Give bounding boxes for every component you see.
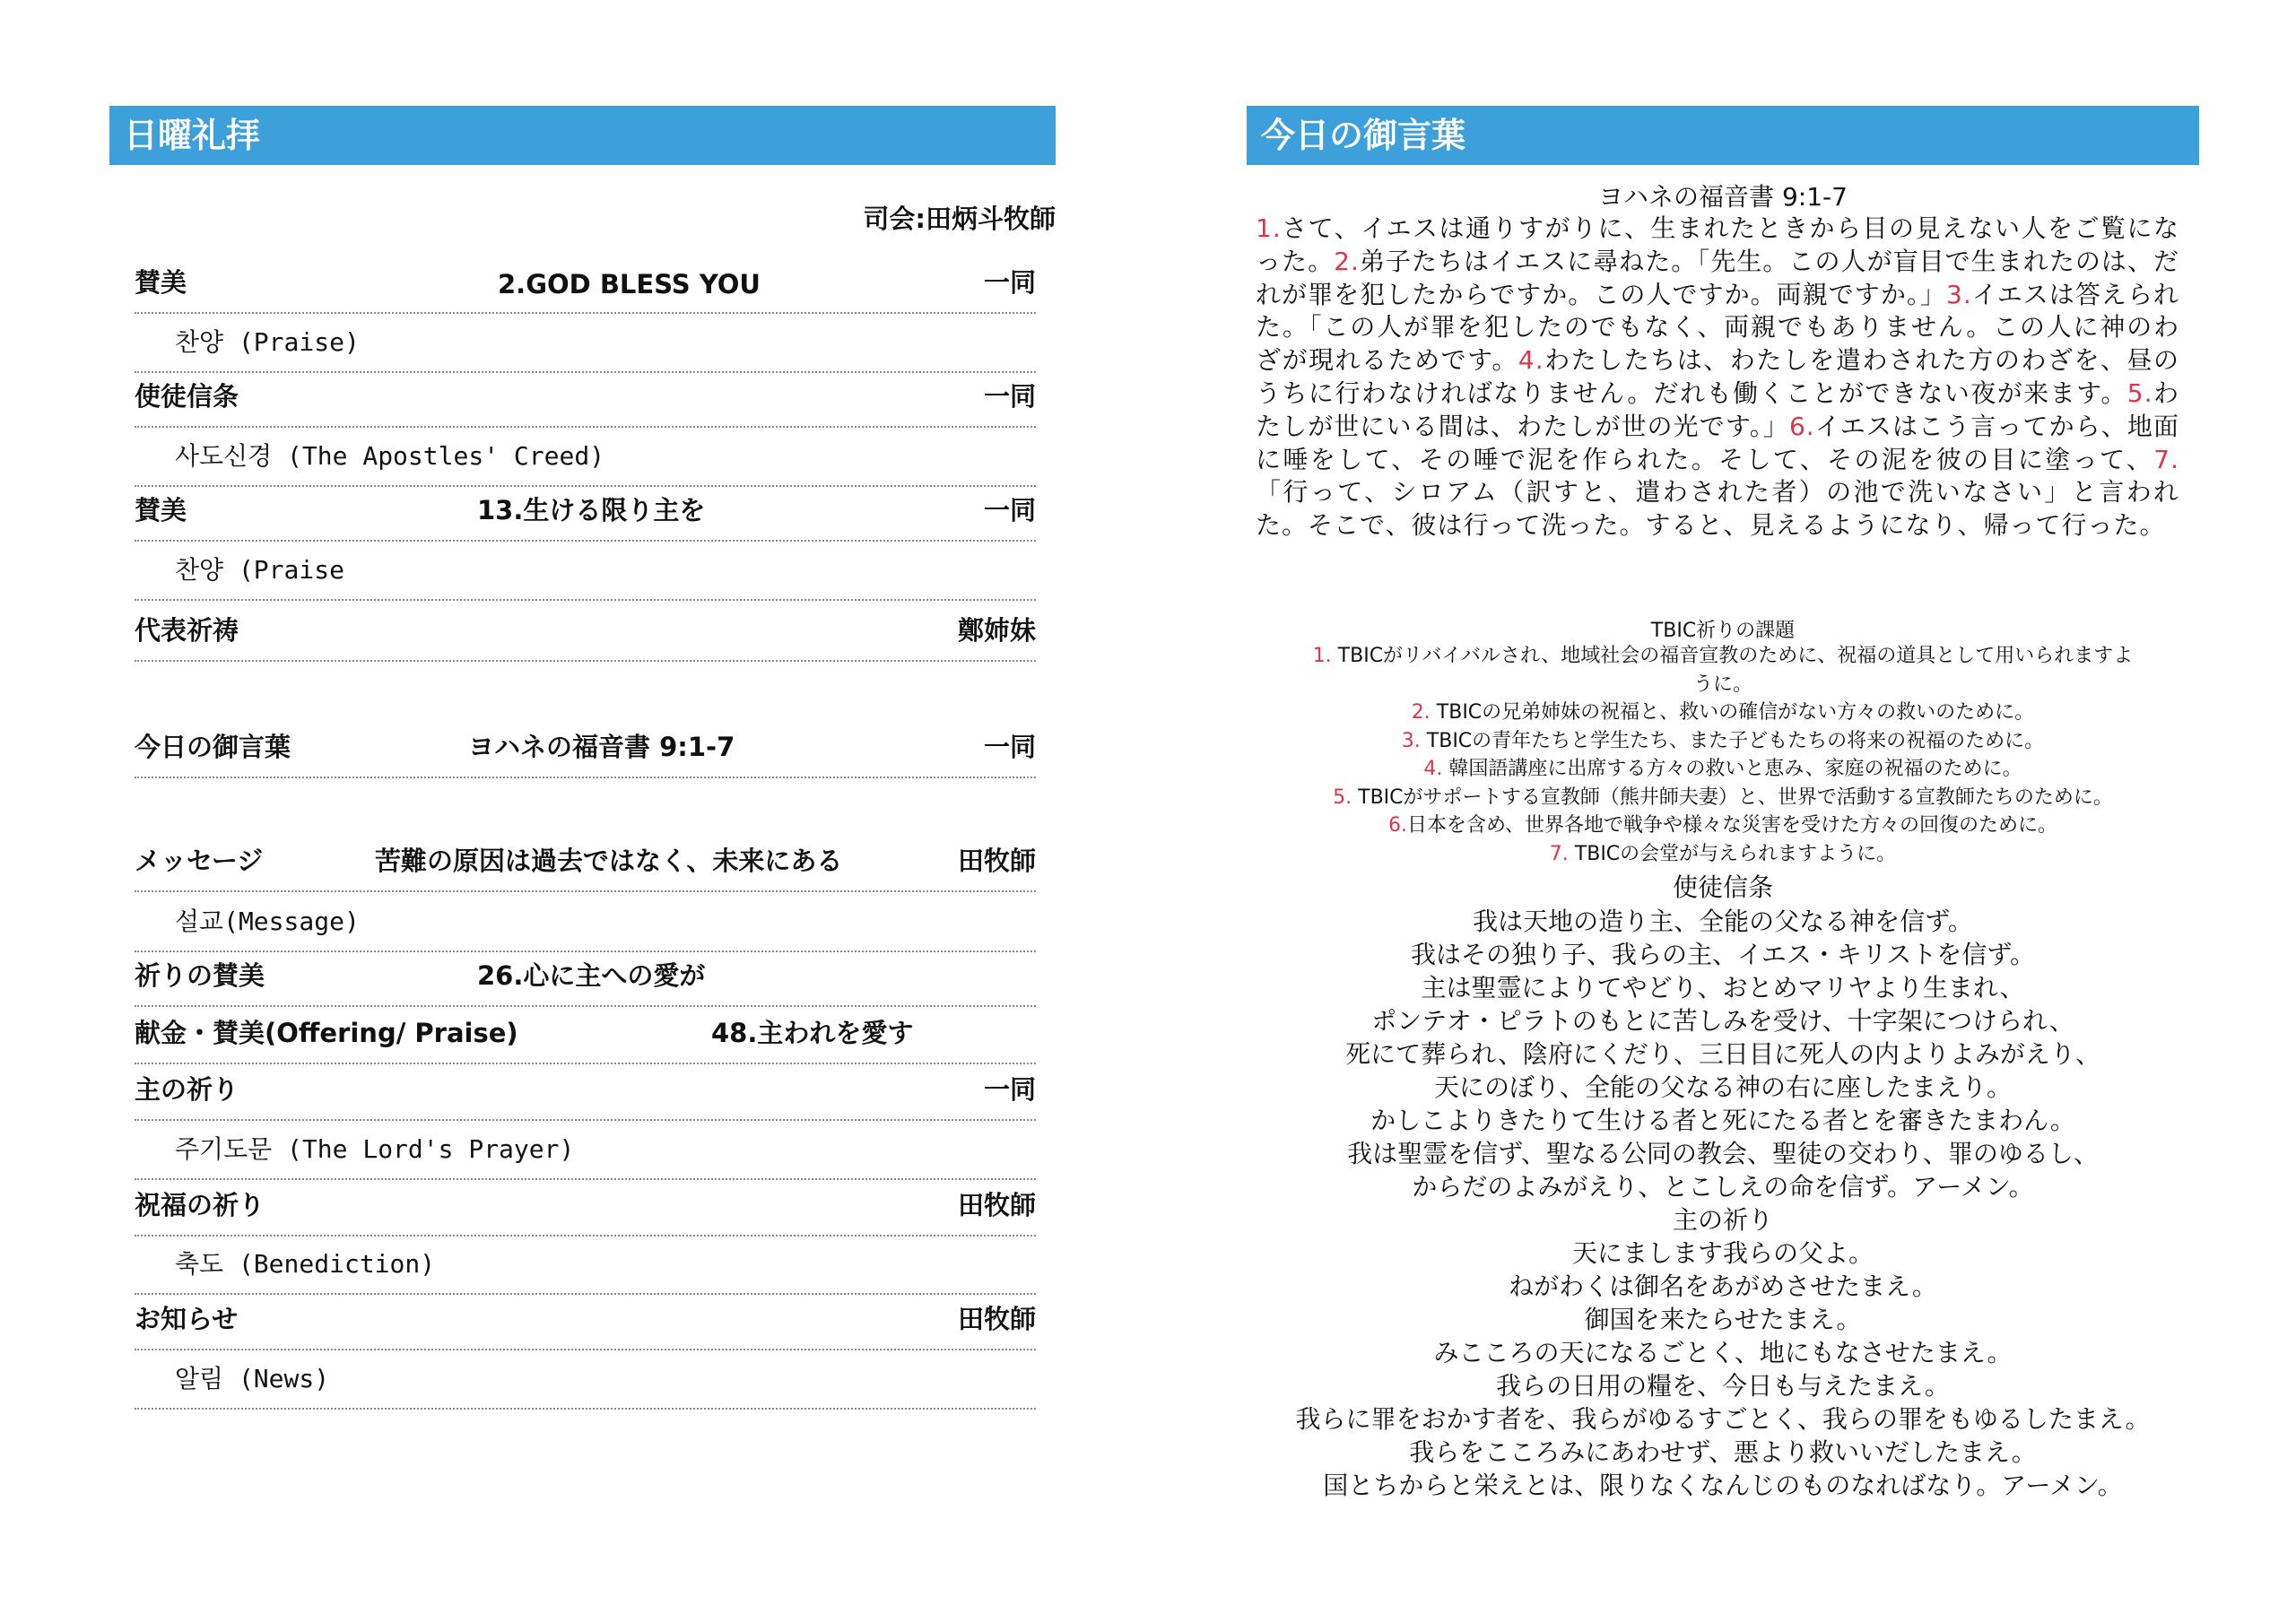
verse-text: さて、イエスは通りすがりに、生まれたときから目の見えない人をご覧になった。 xyxy=(1256,213,2179,276)
prayer-item xyxy=(1247,755,2199,784)
row-korean-label: 사도신경 (The Apostles' Creed) xyxy=(175,441,605,471)
order-subrow xyxy=(135,545,1036,601)
prayer-text: 韓国語講座に出席する方々の救いと恵み、家庭の祝福のために。 xyxy=(1442,758,2022,780)
lords-prayer-line: 我らをこころみにあわせず、悪より救いいだしたまえ。 xyxy=(1409,1437,2037,1467)
order-subrow xyxy=(135,317,1036,373)
row-label: 献金・賛美(Offering/ Praise) xyxy=(135,1018,518,1048)
order-subrow xyxy=(135,431,1036,487)
order-spacer xyxy=(135,660,1036,710)
creed-line: 天にのぼり、全能の父なる神の右に座したまえり。 xyxy=(1433,1072,2012,1102)
order-subrow xyxy=(135,1354,1036,1410)
prayer-number: 1. xyxy=(1312,645,1332,667)
row-leader: 田牧師 xyxy=(957,1304,1036,1334)
creed-line: 我はその独り子、我らの主、イエス・キリストを信ず。 xyxy=(1410,940,2036,969)
order-subrow xyxy=(135,1239,1036,1295)
row-korean-label: 찬양 (Praise) xyxy=(175,327,360,357)
order-row xyxy=(135,486,1036,542)
row-leader: 田牧師 xyxy=(957,846,1036,876)
row-korean-label: 알림 (News) xyxy=(175,1364,330,1393)
row-label: お知らせ xyxy=(135,1304,239,1334)
row-leader: 一同 xyxy=(983,381,1036,412)
row-label: 今日の御言葉 xyxy=(135,732,291,762)
creed-line: ポンテオ・ピラトのもとに苦しみを受け、十字架につけられ、 xyxy=(1371,1006,2074,1036)
order-subrow xyxy=(135,897,1036,952)
verse-number: 4. xyxy=(1518,345,1544,376)
row-label: 祝福の祈り xyxy=(135,1190,265,1220)
order-row xyxy=(135,372,1036,428)
verse-text: イエスは答えられた。「この人が罪を犯したのでもなく、両親でもありません。この人に神のわざが現れるためです。 xyxy=(1256,279,2179,376)
host-name: 司会:田炳斗牧師 xyxy=(863,204,1056,234)
prayer-requests-title: TBIC祈りの課題 xyxy=(1650,620,1796,642)
prayer-item xyxy=(1247,840,2199,869)
verse-number: 2. xyxy=(1334,246,1360,276)
row-label: 使徒信条 xyxy=(135,381,239,412)
scripture-text xyxy=(1256,213,2179,542)
order-subrow xyxy=(135,1124,1036,1180)
row-label: 賛美 xyxy=(135,267,187,298)
creed-line: 死にて葬られ、陰府にくだり、三日目に死人の内よりよみがえり、 xyxy=(1345,1039,2100,1069)
prayer-number: 5. xyxy=(1333,785,1352,809)
order-row xyxy=(135,606,1036,662)
row-leader: 一同 xyxy=(983,732,1036,762)
verse-number: 6. xyxy=(1788,411,1815,441)
prayer-text: TBICの会堂が与えられますように。 xyxy=(1568,842,1897,865)
prayer-item xyxy=(1247,812,2199,840)
scripture-title: ヨハネの福音書 9:1-7 xyxy=(1598,182,1848,212)
creed-line: かしこよりきたりて生ける者と死にたる者とを審きたまわん。 xyxy=(1370,1106,2075,1135)
row-label: 賛美 xyxy=(135,495,187,525)
creed-line: 我は天地の造り主、全能の父なる神を信ず。 xyxy=(1473,907,1973,936)
creed-line: 主は聖霊によりてやどり、おとめマリヤより生まれ、 xyxy=(1421,973,2025,1002)
row-label: 代表祈祷 xyxy=(135,615,239,646)
order-row xyxy=(135,1295,1036,1350)
row-leader: 一同 xyxy=(983,1074,1036,1105)
prayer-text: TBICの青年たちと学生たち、また子どもたちの将来の祝福のために。 xyxy=(1420,729,2045,752)
order-row xyxy=(135,951,1036,1007)
row-korean-label: 축도 (Benediction) xyxy=(175,1249,436,1279)
lords-prayer-line: ねがわくは御名をあがめさせたまえ。 xyxy=(1509,1271,1937,1301)
row-leader: 田牧師 xyxy=(957,1190,1036,1220)
order-row xyxy=(135,723,1036,778)
prayer-number: 2. xyxy=(1411,701,1431,724)
order-row xyxy=(135,837,1036,892)
lords-prayer-line: みこころの天になるごとく、地にもなさせたまえ。 xyxy=(1433,1338,2013,1367)
prayer-text: TBICがサポートする宣教師（熊井師夫妻）と、世界で活動する宣教師たちのために。 xyxy=(1352,785,2113,809)
verse-number: 7. xyxy=(2153,444,2179,474)
prayer-number: 3. xyxy=(1401,729,1421,752)
prayer-number: 4. xyxy=(1423,758,1443,780)
order-row xyxy=(135,1065,1036,1121)
prayer-item xyxy=(1247,642,2199,699)
verse-number: 1. xyxy=(1256,213,1282,243)
row-title: 2.GOD BLESS YOU xyxy=(498,269,761,299)
row-title: 48.主われを愛す xyxy=(711,1018,914,1048)
todays-word-header: 今日の御言葉 xyxy=(1247,106,2199,165)
lords-prayer-line: 天にまします我らの父よ。 xyxy=(1571,1238,1874,1268)
order-row xyxy=(135,1009,1036,1064)
row-leader: 一同 xyxy=(983,267,1036,298)
apostles-creed-title: 使徒信条 xyxy=(1672,872,1773,902)
verse-text: 「行って、シロアム（訳すと、遣わされた者）の池で洗いなさい」と言われた。そこで、彼は行って洗った。すると、見えるようになり、帰って行った。 xyxy=(1256,477,2179,541)
lords-prayer-line: 我らに罪をおかす者を、我らがゆるすごとく、我らの罪をもゆるしたまえ。 xyxy=(1295,1404,2151,1434)
order-spacer xyxy=(135,777,1036,830)
verse-number: 3. xyxy=(1946,279,1972,309)
verse-text: 弟子たちはイエスに尋ねた。「先生。この人が盲目で生まれたのは、だれが罪を犯したからですか。この人ですか。両親ですか。」 xyxy=(1256,246,2179,309)
creed-line: 我は聖霊を信ず、聖なる公同の教会、聖徒の交わり、罪のゆるし、 xyxy=(1347,1139,2099,1168)
row-korean-label: 설교(Message) xyxy=(175,907,360,936)
row-leader: 鄭姉妹 xyxy=(957,615,1036,646)
verse-text: イエスはこう言ってから、地面に唾をして、その唾で泥を作られた。そして、その泥を彼の目に塗って、 xyxy=(1256,411,2179,474)
prayer-text: 日本を含め、世界各地で戦争や様々な災害を受けた方々の回復のために。 xyxy=(1406,814,2058,837)
row-label: 祈りの賛美 xyxy=(135,960,265,991)
prayer-item xyxy=(1247,784,2199,812)
prayer-text: TBICの兄弟姉妹の祝福と、救いの確信がない方々の救いのために。 xyxy=(1430,701,2035,724)
row-label: 主の祈り xyxy=(135,1074,239,1105)
row-title: 苦難の原因は過去ではなく、未来にある xyxy=(375,846,843,876)
row-title: 13.生ける限り主を xyxy=(477,495,706,525)
verse-number: 5. xyxy=(2126,378,2153,408)
prayer-number: 6. xyxy=(1387,814,1407,837)
prayer-number: 7. xyxy=(1549,842,1569,865)
lords-prayer-line: 御国を来たらせたまえ。 xyxy=(1584,1305,1862,1334)
row-korean-label: 찬양 (Praise xyxy=(175,555,344,585)
order-row xyxy=(135,258,1036,314)
prayer-item xyxy=(1247,699,2199,727)
row-title: ヨハネの福音書 9:1-7 xyxy=(468,732,735,762)
lords-prayer-line: 国とちからと栄えとは、限りなくなんじのものなればなり。アーメン。 xyxy=(1323,1471,2123,1500)
prayer-requests-list xyxy=(1247,642,2199,868)
row-label: メッセージ xyxy=(135,846,264,876)
row-leader: 一同 xyxy=(983,495,1036,525)
creed-line: からだのよみがえり、とこしえの命を信ず。アーメン。 xyxy=(1412,1172,2034,1202)
lords-prayer-title: 主の祈り xyxy=(1672,1205,1773,1235)
row-title: 26.心に主への愛が xyxy=(477,960,706,991)
order-row xyxy=(135,1181,1036,1237)
prayer-text: TBICがリバイバルされ、地域社会の福音宣教のために、祝福の道具として用いられますように。 xyxy=(1331,645,2134,696)
verse-text: わたしが世にいる間は、わたしが世の光です。」 xyxy=(1256,378,2179,441)
lords-prayer-line: 我らの日用の糧を、今日も与えたまえ。 xyxy=(1496,1371,1950,1401)
prayer-item xyxy=(1247,727,2199,756)
worship-header: 日曜礼拝 xyxy=(109,106,1056,165)
verse-text: わたしたちは、わたしを遣わされた方のわざを、昼のうちに行わなければなりません。だれも働くことができない夜が来ます。 xyxy=(1256,345,2179,408)
row-korean-label: 주기도문 (The Lord's Prayer) xyxy=(175,1134,575,1164)
